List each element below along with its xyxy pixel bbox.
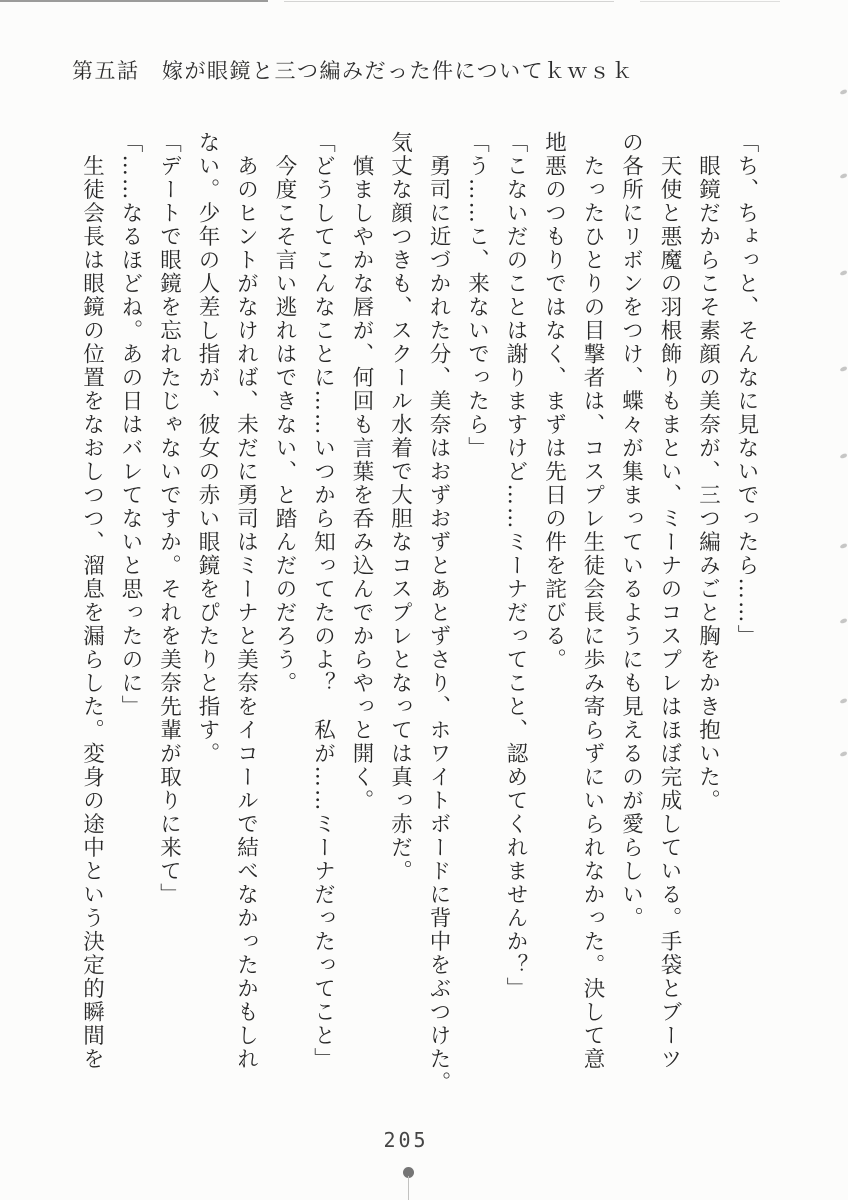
vertical-text-block — [72, 131, 765, 1103]
scan-artifact-right-edge — [840, 751, 848, 757]
vertical-text-line: 「ち、ちょっと、そんなに見ないでったら……」 — [734, 131, 759, 648]
vertical-text-line: 生徒会長は眼鏡の位置をなおしつつ、溜息を漏らした。変身の途中という決定的瞬間を — [79, 131, 105, 1071]
vertical-text-line: 「……なるほどね。あの日はバレてないと思ったのに」 — [118, 131, 143, 719]
vertical-text-line: 天使と悪魔の羽根飾りもまとい、ミーナのコスプレはほぼ完成している。手袋とブーツ — [657, 131, 682, 1071]
scan-artifact-right-edge — [840, 543, 848, 549]
vertical-text-line: あのヒントがなければ、未だに勇司はミーナと美奈をイコールで結べなかったかもしれ — [233, 131, 259, 1071]
scan-artifact-right-edge — [840, 270, 848, 276]
scan-artifact-right-edge — [840, 173, 848, 179]
vertical-text-line: の各所にリボンをつけ、蝶々が集まっているようにも見えるのが愛らしい。 — [618, 131, 644, 930]
vertical-text-line: 勇司に近づかれた分、美奈はおずおずとあとずさり、ホワイトボードに背中をぶつけた。 — [426, 131, 451, 1095]
vertical-text-line: 地悪のつもりではなく、まずは先日の件を詫びる。 — [541, 131, 567, 672]
scan-artifact-right-edge — [840, 618, 848, 624]
scan-artifact-right-edge — [840, 366, 848, 372]
scan-artifact-right-edge — [840, 698, 848, 704]
vertical-text-line: 「う……こ、来ないでったら」 — [464, 131, 490, 460]
vertical-text-line: 「デートで眼鏡を忘れたじゃないですか。それを美奈先輩が取りに来て」 — [156, 131, 182, 907]
vertical-text-line: 慎ましやかな唇が、何回も言葉を呑み込んでからやっと開く。 — [349, 131, 374, 813]
page-footer-line — [408, 1176, 409, 1200]
scan-artifact-right-edge — [840, 453, 848, 459]
scan-artifact-top-edge — [284, 1, 614, 2]
vertical-text-line: 今度こそ言い逃れはできない、と踏んだのだろう。 — [272, 131, 297, 695]
vertical-text-line: 気丈な顔つきも、スクール水着で大胆なコスプレとなっては真っ赤だ。 — [387, 131, 413, 883]
vertical-text-line: 「どうしてこんなことに……いつから知ってたのよ？ 私が……ミーナだったってこと」 — [310, 131, 336, 1071]
scan-artifact-right-edge — [840, 89, 848, 95]
vertical-text-line: 「こないだのことは謝りますけど……ミーナだってこと、認めてくれませんか？」 — [503, 131, 528, 1001]
vertical-text-line: ない。少年の人差し指が、彼女の赤い眼鏡をぴたりと指す。 — [195, 131, 220, 766]
scan-artifact-top-edge — [640, 1, 780, 2]
vertical-text-line: 眼鏡だからこそ素顔の美奈が、三つ編みごと胸をかき抱いた。 — [695, 131, 721, 813]
scan-artifact-top-edge — [0, 0, 268, 2]
page-number: 205 — [383, 1128, 429, 1152]
chapter-title: 第五話 嫁が眼鏡と三つ編みだった件についてｋｗｓｋ — [72, 59, 635, 83]
vertical-text-line: たったひとりの目撃者は、コスプレ生徒会長に歩み寄らずにいられなかった。決して意 — [580, 131, 605, 1071]
